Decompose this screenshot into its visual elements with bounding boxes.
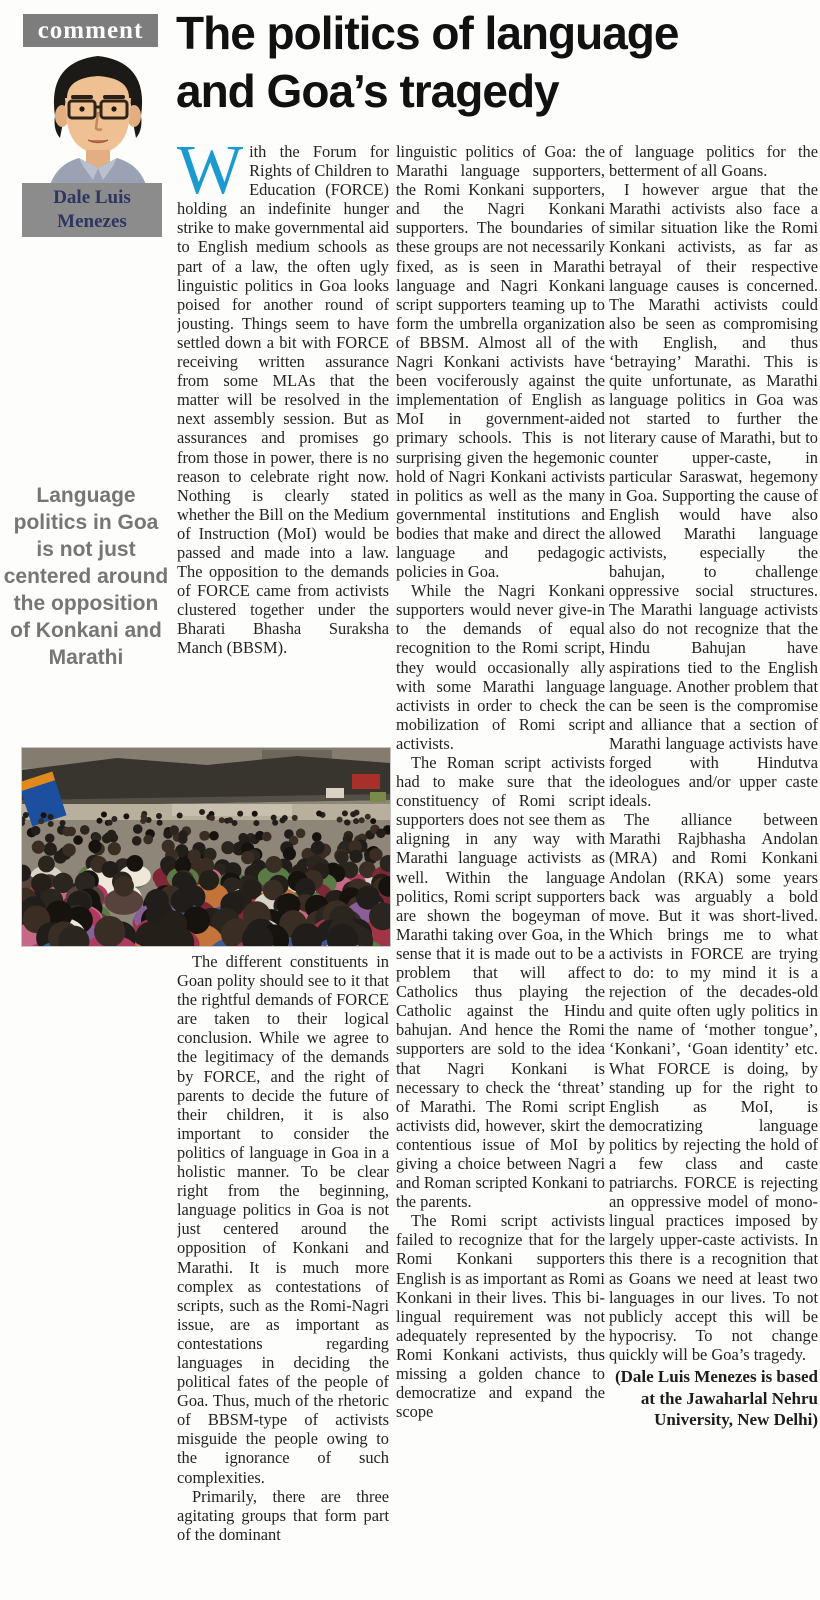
crowd-person-head: [38, 818, 44, 824]
rally-crowd-photo: [21, 747, 391, 947]
author-credit: (Dale Luis Menezes is based at the Jawaharlal Nehru University, New Delhi): [614, 1367, 818, 1429]
crowd-person-head: [169, 825, 179, 835]
crowd-person-head: [253, 820, 259, 826]
crowd-person-head: [114, 876, 134, 896]
crowd-person-head: [219, 817, 225, 823]
crowd-person-head: [156, 813, 162, 819]
paragraph: While the Nagri Konkani supporters would never give-in to the demands of equal recognition to the Romi script, they would occasionally ally with some Marathi language activists in order to check the mobilization of Romi script activists.: [396, 581, 605, 753]
crowd-person-head: [48, 821, 54, 827]
eye-left: [79, 106, 84, 111]
crowd-person-head: [369, 848, 382, 861]
crowd-person-head: [31, 826, 41, 836]
eyebrow-right: [103, 95, 125, 99]
crowd-person-head: [359, 817, 365, 823]
paragraph: linguistic politics of Goa: the Marathi language supporters, the Romi Konkani supporters, and the Nagri Konkani supporters. The boundaries of these groups are not necessarily fixed, as is seen in Marathi language and Nagri Konkani script supporters teaming up to form the umbrella organization of BBSM. Almost all of the Nagri Konkani activists have been vociferously against the implementation of English as MoI in government-aided primary schools. This is not surprising given the hegemonic hold of Nagri Konkani activists in politics as well as the many governmental institutions and bodies that make and direct the language and pedagogic policies in Goa.: [396, 142, 605, 582]
crowd-person-head: [32, 841, 45, 854]
white-signage: [326, 788, 344, 798]
crowd-person-head: [107, 820, 113, 826]
paragraph-text: ith the Forum for Rights of Children to Education (FORCE) holding an indefinite hunger strike to make governmental aid to English medium schools as part of a law, the often ugly linguistic politics in Goa looks poised for another round of jousting. Things seem to have settled down a bit with FORCE receiving written assurance from some MLAs that the matter will be resolved in the next assembly session. But as assurances and promises go from those in power, there is no reason to celebrate right now. Nothing is clearly stated whether the Bill on the Medium of Instruction (MoI) would be passed and made into a law. The opposition to the demands of FORCE came from activists clustered together under the Bharati Bhasha Suraksha Manch (BBSM).: [177, 142, 389, 658]
crowd-person-head: [73, 835, 83, 845]
author-name-line2: Menezes: [57, 211, 127, 232]
crowd-person-head: [265, 856, 282, 873]
crowd-person-head: [199, 870, 219, 890]
red-signage: [352, 774, 380, 789]
crowd-person-head: [262, 832, 272, 842]
article-headline: [176, 4, 820, 120]
crowd-person-head: [96, 818, 102, 824]
crowd-person-head: [312, 832, 322, 842]
crowd-person-head: [209, 831, 219, 841]
crowd-person-head: [44, 843, 57, 856]
drop-cap: W: [177, 142, 244, 209]
crowd-person-head: [350, 811, 356, 817]
crowd-person-head: [337, 817, 343, 823]
crowd-person-head: [282, 815, 288, 821]
crowd-person-head: [316, 810, 322, 816]
crowd-photo-illustration: [22, 748, 390, 946]
crowd-person-head: [48, 814, 54, 820]
crowd-person-head: [80, 825, 90, 835]
crowd-person-head: [272, 820, 278, 826]
crowd-person-head: [335, 851, 348, 864]
paragraph: The Roman script activists had to make sure that the constituency of Romi script supporters does not see them as aligning in any way with Marathi language activists as well. Within the language politics, Romi script supporters are shown the bogeyman of Marathi taking over Goa, in the sense that it is made out to be a problem that will affect Catholics thus playing the Catholic against the Hindu bahujan. And hence the Romi supporters are sold to the idea that Nagri Konkani is necessary to check the ‘threat’ of Marathi. The Romi script activists did, however, skirt the contentious issue of MoI by giving a choice between Nagri and Roman scripted Konkani to the parents.: [396, 753, 605, 1212]
crowd-person-head: [344, 819, 350, 825]
paragraph: I however argue that the Marathi activists also face a similar situation like the Romi Konkani activists, as far as betrayal of their respective language causes is concerned. The Marathi activists could also be seen as compromising with English, and thus ‘betraying’ Marathi. This is quite unfortunate, as Marathi language politics in Goa was not started to further the literary cause of Marathi, but to counter upper-caste, in particular Saraswat, hegemony in Goa. Supporting the cause of English would have also allowed Marathi language activists, especially the bahujan, to challenge oppressive social structures. The Marathi language activists also do not recognize that the Hindu Bahujan have aspirations tied to the English language. Another problem that can be seen is the compromise and alliance that a section of Marathi language activists have forged with Hindutva ideologues and/or upper caste ideals.: [609, 180, 818, 811]
crowd-person-head: [177, 813, 183, 819]
eyebrow-left: [71, 95, 93, 99]
article-column-3: [609, 142, 818, 1598]
crowd-person-head: [62, 827, 72, 837]
crowd-person-head: [45, 833, 55, 843]
pull-quote: Language politics in Goa is not just centered around the opposition of Konkani and Marathi: [3, 484, 169, 669]
author-name-bar: [22, 183, 162, 237]
crowd-person-head: [365, 814, 371, 820]
paragraph: The alliance between Marathi Rajbhasha Andolan (MRA) and Romi Konkani Andolan (RKA) some years back was arguably a bold move. But it was short-lived. Which brings me to what activists in FORCE are trying to do: to my mind it is a rejection of the decades-old and quite often ugly politics in the name of ‘mother tongue’, ‘Konkani’, ‘Goan identity’ etc. What FORCE is doing, by standing up for the right to English as MoI, is democratizing language politics by rejecting the hold of a few class and caste patriarchs. FORCE is rejecting an oppressive model of mono-lingual practices imposed by largely upper-caste activists. In this there is a recognition that as Goans we need at least two languages in our lives. To not publicly accept this will be hypocrisy. To not change quickly will be Goa’s tragedy.: [609, 810, 818, 1364]
crowd-person-head: [101, 812, 107, 818]
crowd-person-head: [123, 813, 129, 819]
paragraph: of language politics for the betterment of all Goans.: [609, 142, 818, 181]
crowd-person-head: [209, 815, 215, 821]
crowd-person-head: [342, 810, 348, 816]
crowd-person-head: [349, 850, 362, 863]
eye-right: [111, 106, 116, 111]
caricature-illustration: [33, 46, 163, 198]
stage-highlight: [172, 804, 292, 816]
green-signage: [370, 792, 386, 802]
crowd-person-head: [241, 851, 254, 864]
article-column-1-lower: [177, 952, 389, 1598]
crowd-person-head: [143, 835, 153, 845]
crowd-person-head: [237, 811, 243, 817]
crowd-person-head: [227, 817, 233, 823]
paragraph: The Romi script activists failed to recognize that for the Romi Konkani supporters English is as important as Romi Konkani in their lives. This bi-lingual requirement was not adequately represented by the Romi Konkani activists, thus missing a golden chance to democratize and expand the scope: [396, 1211, 605, 1422]
crowd-person-head: [63, 843, 76, 856]
crowd-person-head: [296, 829, 306, 839]
headline-line1: The politics of language: [176, 7, 679, 59]
paragraph: The different constituents in Goan polity should see to it that the rightful demands of FORCE are taken to their logical conclusion. While we agree to the legitimacy of the demands by FORCE, and the right of parents to decide the future of their children, it is also important to consider the politics of language in Goa in a holistic manner. To be clear right from the beginning, language politics in Goa is not just centered around the opposition of Konkani and Marathi. It is much more complex as contestations of scripts, such as the Romi-Nagri issue, are as important as contestations regarding languages in deciding the political fates of the people of Goa. Thus, much of the rhetoric of BBSM-type of activists misguide the people owing to the ignorance of such complexities.: [177, 952, 389, 1487]
paragraph: Primarily, there are three agitating groups that form part of the dominant: [177, 1486, 389, 1544]
crowd-person-head: [370, 818, 376, 824]
crowd-person-head: [221, 841, 234, 854]
crowd-person-head: [353, 818, 359, 824]
crowd-person-head: [283, 847, 296, 860]
crowd-person-head: [108, 842, 121, 855]
crowd-person-head: [376, 828, 386, 838]
crowd-person-head: [102, 834, 112, 844]
crowd-person-head: [199, 809, 205, 815]
paragraph: [177, 142, 389, 658]
crowd-person-head: [132, 836, 142, 846]
crowd-person-head: [133, 824, 143, 834]
crowd-person-head: [41, 812, 47, 818]
article-column-1-upper: [177, 142, 389, 742]
crowd-person-head: [94, 916, 125, 946]
section-kicker: comment: [23, 14, 158, 47]
crowd-person-head: [199, 831, 209, 841]
headline-line2: and Goa’s tragedy: [176, 65, 559, 117]
crowd-person-head: [88, 840, 101, 853]
crowd-person-head: [126, 855, 143, 872]
crowd-person-head: [141, 814, 147, 820]
crowd-person-head: [111, 816, 117, 822]
crowd-person-head: [178, 830, 188, 840]
author-caricature: [33, 46, 163, 198]
crowd-person-head: [292, 815, 298, 821]
crowd-person-head: [271, 815, 277, 821]
crowd-person-head: [157, 820, 163, 826]
crowd-person-head: [311, 841, 324, 854]
crowd-person-head: [252, 811, 258, 817]
crowd-person-head: [60, 820, 66, 826]
crowd-person-head: [38, 856, 55, 873]
article-column-2: [396, 142, 605, 1598]
author-name-line1: Dale Luis: [53, 187, 131, 208]
